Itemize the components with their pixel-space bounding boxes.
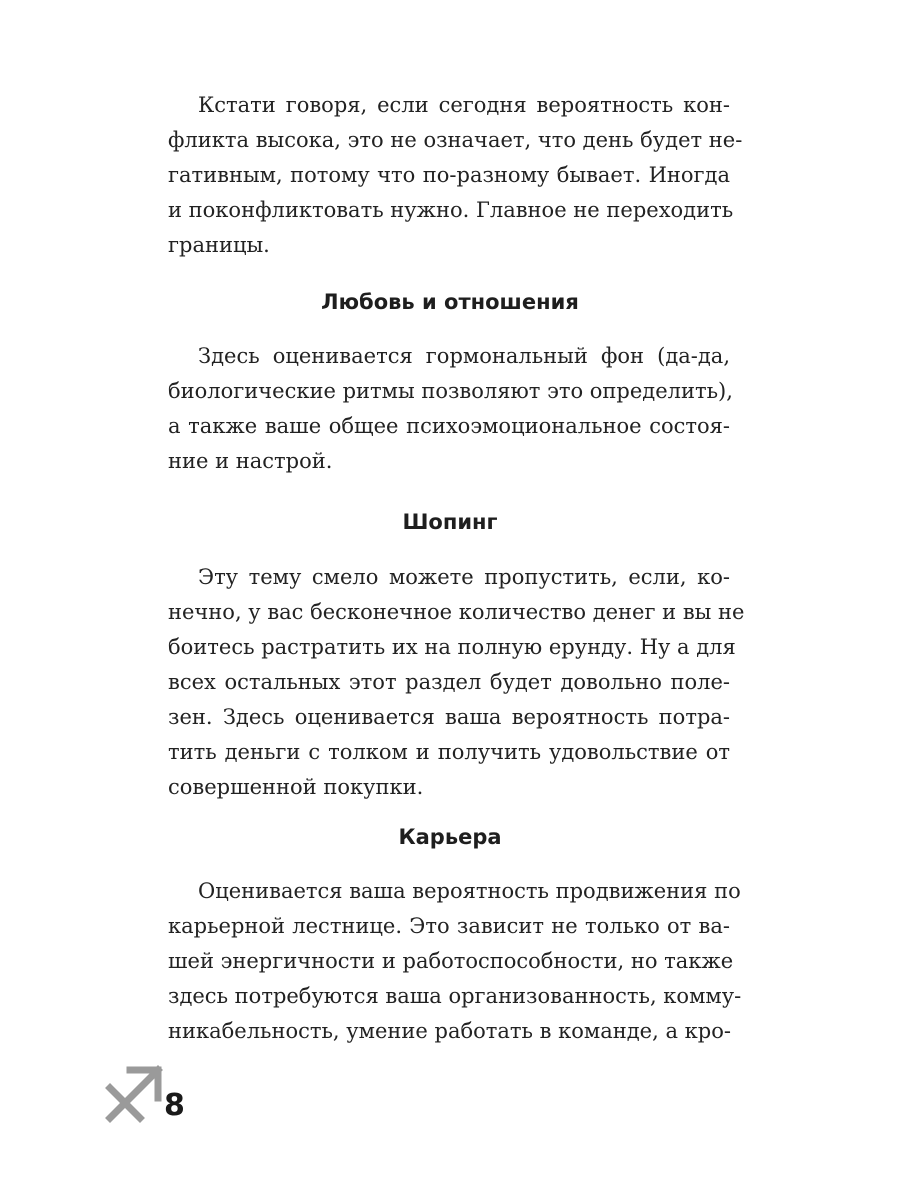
- text-line: границы.: [168, 233, 270, 257]
- text-line: шей энергичности и работоспособности, но также: [168, 949, 734, 973]
- page-footer: [100, 1060, 210, 1140]
- text-line: никабельность, умение работать в команде, а кро-: [168, 1019, 731, 1043]
- text-line: нечно, у вас бесконечное количество денег и вы не: [168, 600, 745, 624]
- text-line: биологические ритмы позволяют это определить),: [168, 379, 733, 403]
- text-line: Кстати говоря, если сегодня вероятность кон-: [198, 93, 730, 117]
- text-line: ние и настрой.: [168, 449, 333, 473]
- text-line: Здесь оценивается гормональный фон (да-да,: [198, 344, 730, 368]
- paragraph-love: [168, 339, 733, 479]
- text-line: зен. Здесь оценивается ваша вероятность потра-: [168, 705, 730, 729]
- text-line: фликта высока, это не означает, что день будет не-: [168, 128, 743, 152]
- text-line: карьерной лестнице. Это зависит не только от ва-: [168, 914, 730, 938]
- section-heading-love: Любовь и отношения: [321, 290, 579, 314]
- section-heading-shopping: Шопинг: [402, 510, 498, 534]
- section-heading-career: Карьера: [398, 825, 502, 849]
- sagittarius-icon: [100, 1060, 170, 1130]
- page-number: 8: [164, 1088, 185, 1123]
- text-line: гативным, потому что по-разному бывает. Иногда: [168, 163, 730, 187]
- text-line: и поконфликтовать нужно. Главное не переходить: [168, 198, 734, 222]
- paragraph-career: [168, 874, 742, 1049]
- text-line: Оценивается ваша вероятность продвижения по: [198, 879, 741, 903]
- paragraph-shopping: [168, 560, 745, 805]
- text-line: Эту тему смело можете пропустить, если, ко-: [198, 565, 730, 589]
- text-line: здесь потребуются ваша организованность, комму-: [168, 984, 742, 1008]
- text-line: боитесь растратить их на полную ерунду. Ну а для: [168, 635, 736, 659]
- text-line: всех остальных этот раздел будет довольно поле-: [168, 670, 730, 694]
- paragraph-conflict: [168, 88, 743, 263]
- text-line: а также ваше общее психоэмоциональное состоя-: [168, 414, 730, 438]
- text-line: тить деньги с толком и получить удовольствие от: [168, 740, 730, 764]
- text-line: совершенной покупки.: [168, 775, 424, 799]
